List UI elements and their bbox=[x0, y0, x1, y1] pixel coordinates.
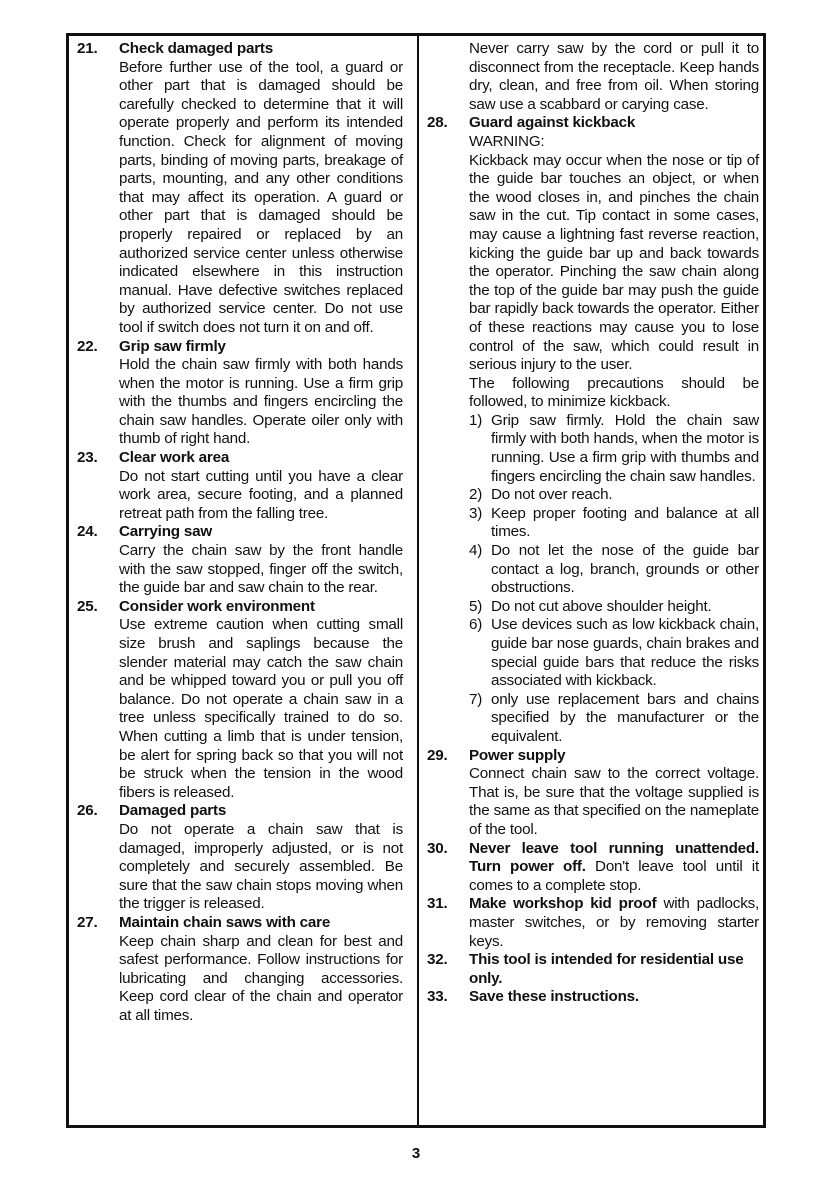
item-24 bbox=[77, 523, 403, 597]
item-title: This tool is intended for residential use only. bbox=[469, 951, 744, 987]
item-number: 30. bbox=[427, 839, 448, 857]
item-32 bbox=[427, 951, 759, 988]
item-33 bbox=[427, 988, 759, 1007]
item-number: 28. bbox=[427, 114, 448, 132]
subitem-text: Use devices such as low kickback chain, guide bar nose guards, chain brakes and special guide bars that reduce the risks associated with kickback. bbox=[491, 616, 759, 690]
item-body: Hold the chain saw firmly with both hands when the motor is running. Use a firm grip with the thumbs and fingers encircling the chain saw handles. Operate oiler only with thumb of right hand. bbox=[119, 356, 403, 448]
item-body: with padlocks, master switches, or by removing starter keys. bbox=[469, 895, 759, 950]
subitem-number: 5) bbox=[469, 597, 483, 615]
item-27-continuation: Never carry saw by the cord or pull it to disconnect from the receptacle. Keep hands dry, clean, and free from oil. When storing saw use a scabbard or carying case. bbox=[469, 40, 759, 113]
item-body: Do not start cutting until you have a clear work area, secure footing, and a planned retreat path from the falling tree. bbox=[119, 467, 403, 522]
subitem-5 bbox=[469, 598, 759, 617]
item-body: Carry the chain saw by the front handle with the saw stopped, finger off the switch, the guide bar and saw chain to the rear. bbox=[119, 542, 403, 597]
item-22 bbox=[77, 338, 403, 450]
subitem-4 bbox=[469, 542, 759, 598]
column-divider bbox=[417, 36, 419, 1125]
subitem-text: Do not over reach. bbox=[491, 486, 613, 504]
item-27 bbox=[77, 914, 403, 1026]
subitem-7 bbox=[469, 691, 759, 747]
item-title: Grip saw firmly bbox=[119, 337, 226, 355]
subitem-number: 2) bbox=[469, 486, 483, 504]
item-31 bbox=[427, 895, 759, 951]
subitem-text: Do not let the nose of the guide bar contact a log, branch, grounds or other obstructions. bbox=[491, 542, 759, 597]
subitem-2 bbox=[469, 486, 759, 505]
item-body: Before further use of the tool, a guard or other part that is damaged should be carefully checked to determine that it will operate properly and perform its intended function. Check for alignment of moving parts, binding of moving parts, breakage of parts, mounting, and any other conditions that may affect its operation. A guard or other part that is damaged should be properly repaired or replaced by an authorized service center unless otherwise indicated elsewhere in this instruction manual. Have defective switches replaced by authorized service center. Do not use tool if switch does not turn it on and off. bbox=[119, 58, 403, 336]
subitem-text: Grip saw firmly. Hold the chain saw firmly with both hands, when the motor is running. Use a firm grip with thumbs and fingers encircling the chain saw handles. bbox=[491, 411, 759, 485]
subitem-6 bbox=[469, 616, 759, 690]
item-number: 23. bbox=[77, 449, 98, 467]
subitem-text: only use replacement bars and chains specified by the manufacturer or the equivalent. bbox=[491, 690, 759, 745]
item-title: Check damaged parts bbox=[119, 40, 274, 57]
subitem-text: Do not cut above shoulder height. bbox=[491, 597, 712, 615]
item-number: 24. bbox=[77, 523, 98, 541]
item-26 bbox=[77, 802, 403, 914]
item-title: Consider work environment bbox=[119, 597, 315, 615]
right-column bbox=[427, 40, 759, 1007]
item-title: Carrying saw bbox=[119, 523, 212, 541]
item-21 bbox=[77, 40, 403, 338]
content-frame bbox=[66, 33, 766, 1128]
item-title: Clear work area bbox=[119, 449, 230, 467]
item-body: Don't leave tool until it comes to a complete stop. bbox=[469, 858, 759, 894]
item-body: Connect chain saw to the correct voltage. That is, be sure that the voltage supplied is the same as that specified on the nameplate of the tool. bbox=[469, 765, 759, 838]
item-title: Save these instructions. bbox=[469, 988, 639, 1006]
item-number: 21. bbox=[77, 40, 98, 57]
item-title: Make workshop kid proof bbox=[469, 895, 657, 913]
subitem-3 bbox=[469, 505, 759, 542]
item-title: Power supply bbox=[469, 746, 566, 764]
item-body: Kickback may occur when the nose or tip of the guide bar touches an object, or when the wood closes in, and pinches the chain saw in the cut. Tip contact in some cases, may cause a lightning fast reverse reaction, kicking the guide bar up and back towards the operator. Pinching the saw chain along the top of the guide bar may push the guide bar rapidly back towards the operator. Either of these reactions may cause you to lose control of the saw, which could result in serious injury to the user. bbox=[469, 151, 759, 374]
subitem-number: 7) bbox=[469, 690, 483, 708]
subitem-1 bbox=[469, 412, 759, 486]
subitem-text: Keep proper footing and balance at all times. bbox=[491, 504, 759, 541]
subitem-number: 6) bbox=[469, 616, 483, 634]
item-title: Damaged parts bbox=[119, 802, 227, 820]
item-title: Never leave tool running unattended. Turn power off. bbox=[469, 839, 759, 876]
item-title: Guard against kickback bbox=[469, 114, 636, 132]
page-number: 3 bbox=[411, 1145, 421, 1162]
item-number: 33. bbox=[427, 988, 448, 1006]
item-body: Use extreme caution when cutting small size brush and saplings because the slender material may catch the saw chain and be whipped toward you or pull you off balance. Do not operate a chain saw in a tree unless specifically trained to do so. When cutting a limb that is under tension, be alert for spring back so that you will not be struck when the tension in the wood fibers is released. bbox=[119, 616, 403, 801]
item-number: 29. bbox=[427, 746, 448, 764]
item-25 bbox=[77, 598, 403, 803]
item-number: 27. bbox=[77, 913, 98, 931]
item-body: Do not operate a chain saw that is damaged, improperly adjusted, or is not completely and securely assembled. Be sure that the saw chain stops moving when the trigger is released. bbox=[119, 820, 403, 913]
item-28 bbox=[427, 114, 759, 746]
left-column bbox=[77, 40, 403, 1025]
subitem-number: 1) bbox=[469, 411, 483, 429]
subitem-number: 3) bbox=[469, 504, 483, 522]
precautions-lead: The following precautions should be followed, to minimize kickback. bbox=[469, 374, 759, 411]
item-title: Maintain chain saws with care bbox=[119, 913, 331, 931]
item-body: Keep chain sharp and clean for best and safest performance. Follow instructions for lubricating and changing accessories. Keep cord clear of the chain and operator at all times. bbox=[119, 932, 403, 1024]
item-23 bbox=[77, 449, 403, 523]
item-number: 32. bbox=[427, 951, 448, 969]
item-number: 25. bbox=[77, 597, 98, 615]
warning-label: WARNING: bbox=[469, 132, 545, 150]
item-number: 26. bbox=[77, 802, 98, 820]
item-number: 22. bbox=[77, 337, 98, 355]
subitem-number: 4) bbox=[469, 542, 483, 560]
item-30 bbox=[427, 840, 759, 896]
item-number: 31. bbox=[427, 895, 448, 913]
item-29 bbox=[427, 747, 759, 840]
